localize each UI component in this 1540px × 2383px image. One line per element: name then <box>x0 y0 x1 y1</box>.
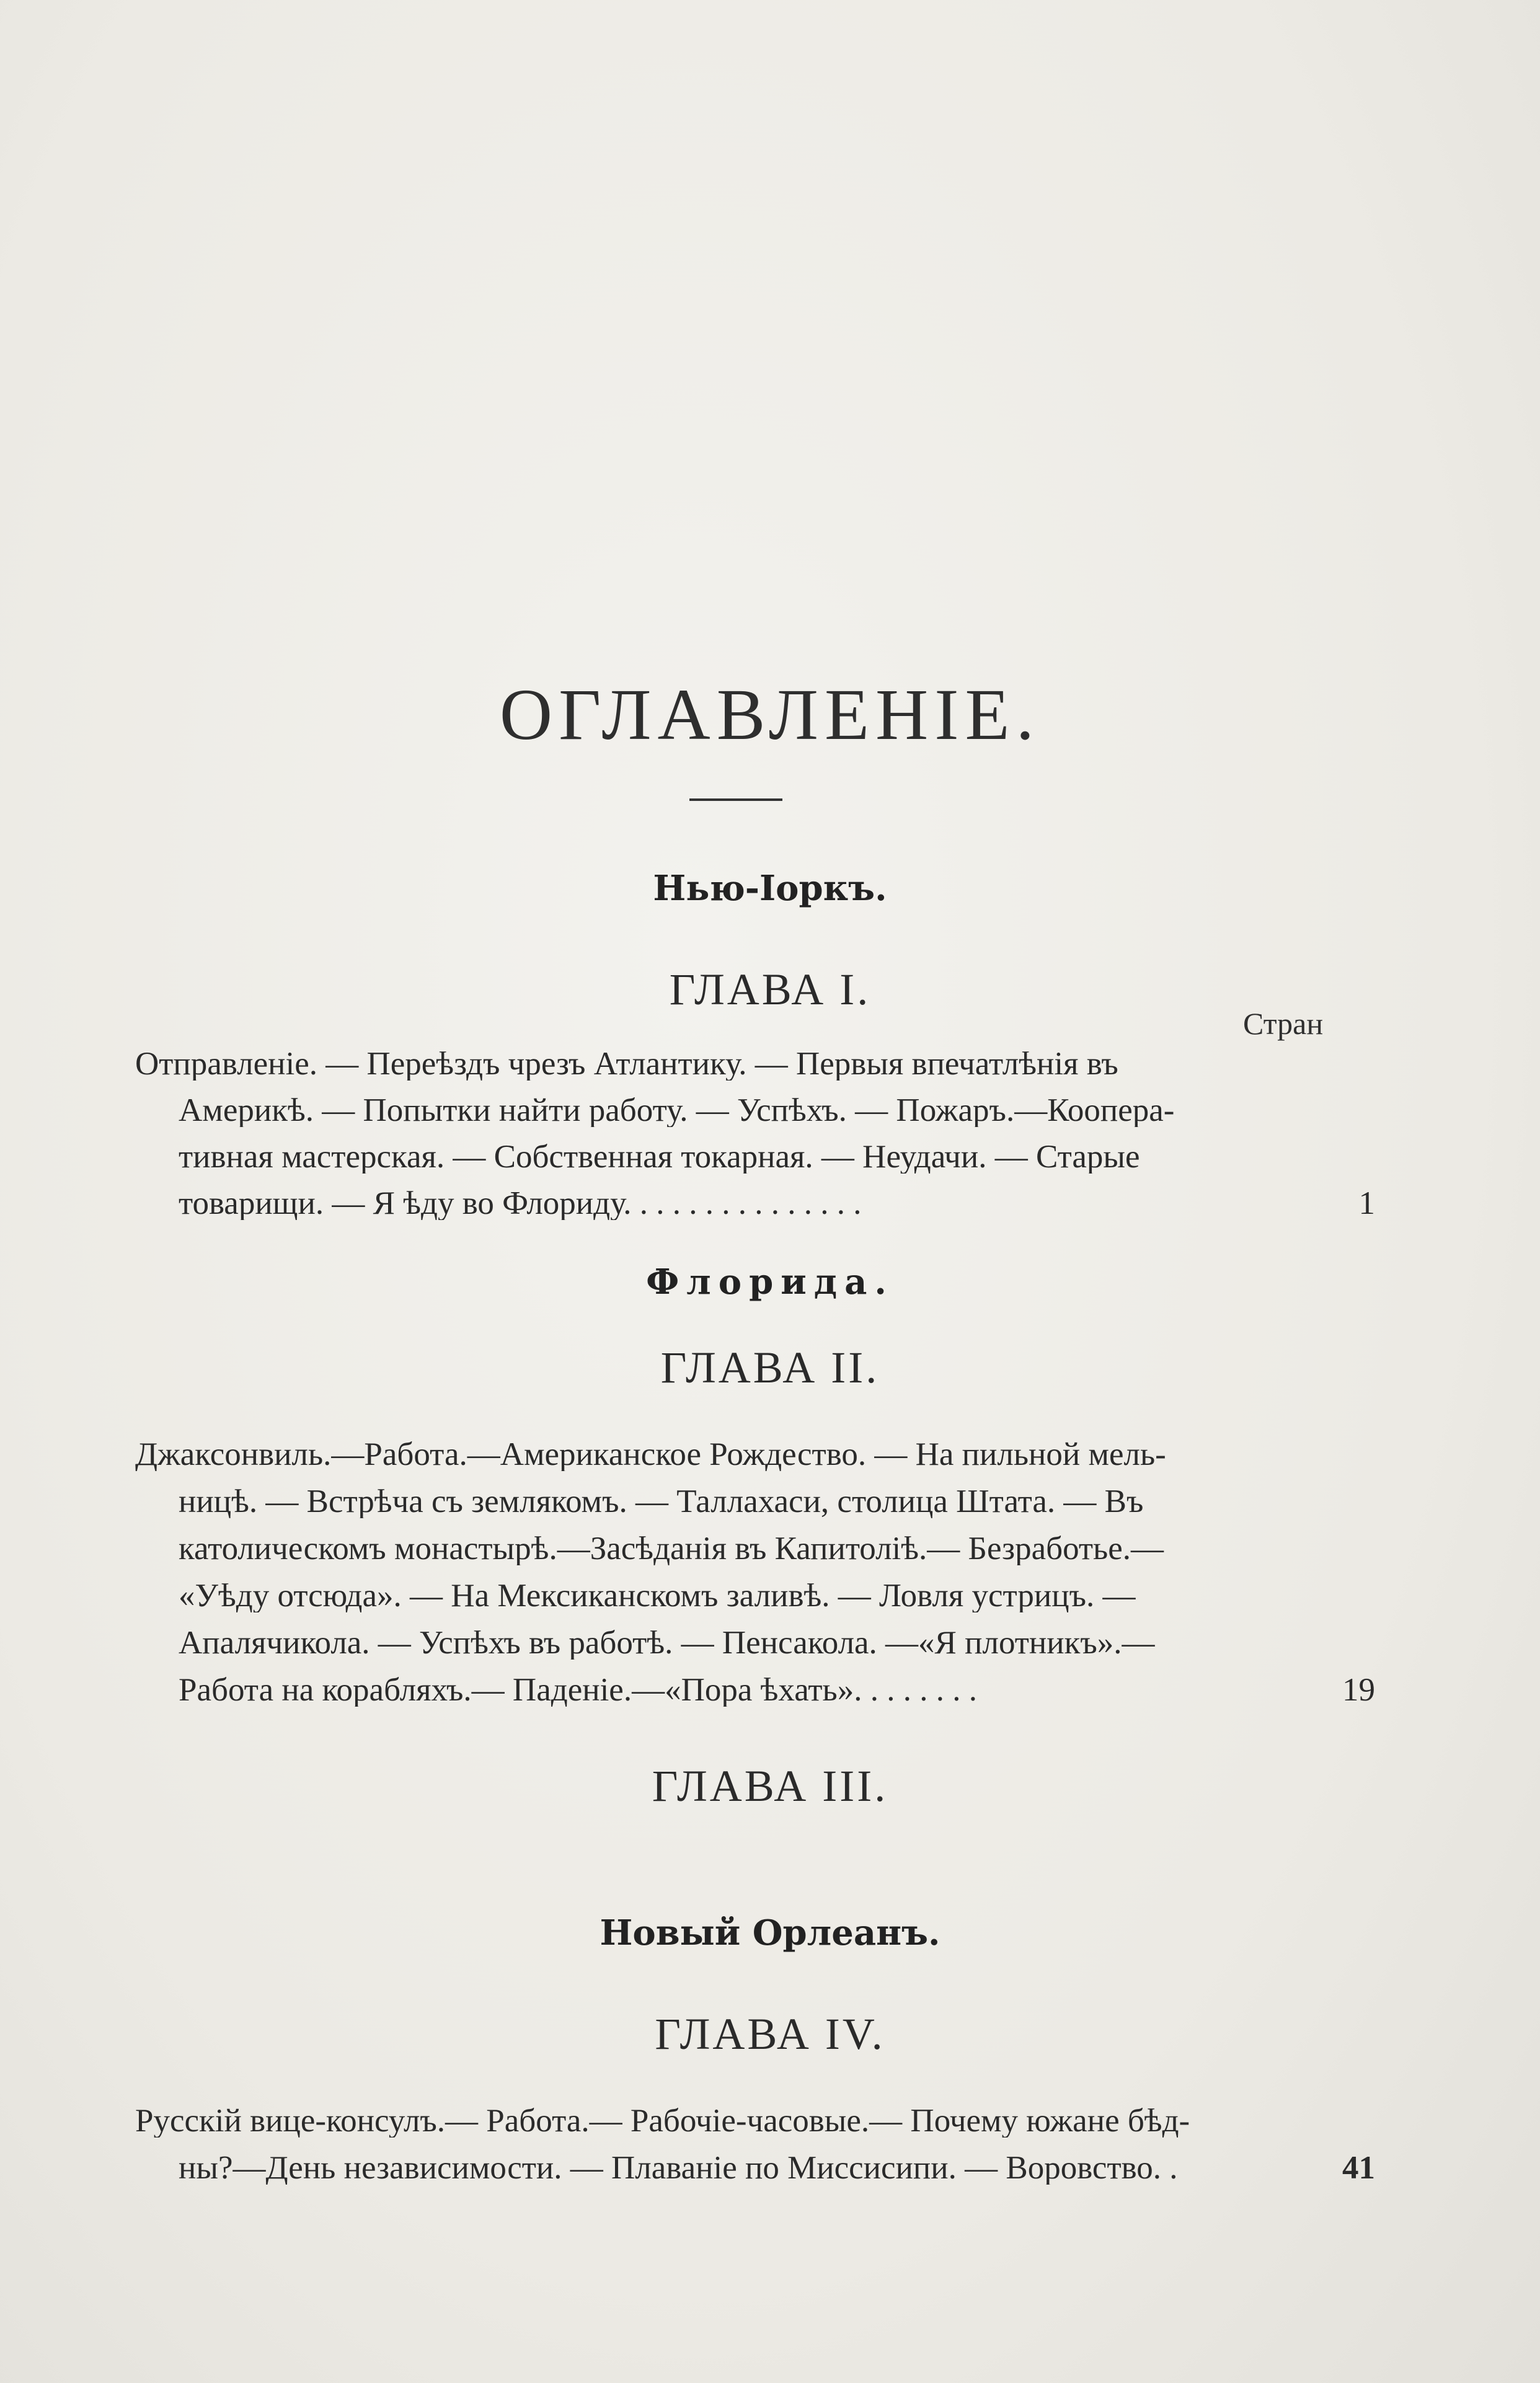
entry-line: «Уѣду отсюда». — На Мексиканскомъ заливѣ. — Ловля устрицъ. — <box>179 1580 1136 1612</box>
page-column-label: Стран <box>1243 1006 1324 1041</box>
entry-line: католическомъ монастырѣ.—Засѣданія въ Капитоліѣ.— Безработье.— <box>179 1532 1164 1565</box>
chapter-heading-2: ГЛАВА II. <box>660 1343 880 1392</box>
part-heading-new-york: Нью-Іоркъ. <box>653 868 887 909</box>
entry-line: ны?—День независимости. — Плаваніе по Миссисипи. — Воровство. . <box>179 2152 1178 2185</box>
title-divider <box>689 798 782 801</box>
entry-page-number: 41 <box>1342 2150 1375 2186</box>
entry-line: Русскій вице-консулъ.— Работа.— Рабочіе-часовые.— Почему южане бѣд- <box>135 2105 1190 2138</box>
entry-page-number: 1 <box>1358 1185 1375 1221</box>
entry-page-number: 19 <box>1342 1672 1375 1708</box>
chapter-heading-1: ГЛАВА I. <box>669 965 871 1014</box>
entry-line: товарищи. — Я ѣду во Флориду. . . . . . . . . . . . . . . <box>179 1187 862 1220</box>
entry-line: Апалячикола. — Успѣхъ въ работѣ. — Пенсакола. —«Я плотникъ».— <box>179 1627 1155 1660</box>
entry-line: Отправленіе. — Переѣздъ чрезъ Атлантику. — Первыя впечатлѣнія въ <box>135 1048 1118 1081</box>
entry-line: Америкѣ. — Попытки найти работу. — Успѣхъ. — Пожаръ.—Коопера- <box>179 1094 1175 1127</box>
chapter-heading-4: ГЛАВА IV. <box>655 2009 885 2059</box>
part-heading-new-orleans: Новый Орлеанъ. <box>600 1912 940 1953</box>
entry-line: Работа на корабляхъ.— Паденіе.—«Пора ѣхать». . . . . . . . <box>179 1674 977 1707</box>
chapter-heading-3: ГЛАВА III. <box>652 1761 888 1811</box>
entry-line: ницѣ. — Встрѣча съ землякомъ. — Таллахаси, столица Штата. — Въ <box>179 1485 1144 1518</box>
page-title: ОГЛАВЛЕНІЕ. <box>499 674 1041 755</box>
entry-line: Джаксонвиль.—Работа.—Американское Рождество. — На пильной мель- <box>135 1438 1166 1471</box>
entry-line: тивная мастерская. — Собственная токарная. — Неудачи. — Старые <box>179 1141 1140 1174</box>
part-heading-florida: Флорида. <box>646 1262 894 1302</box>
